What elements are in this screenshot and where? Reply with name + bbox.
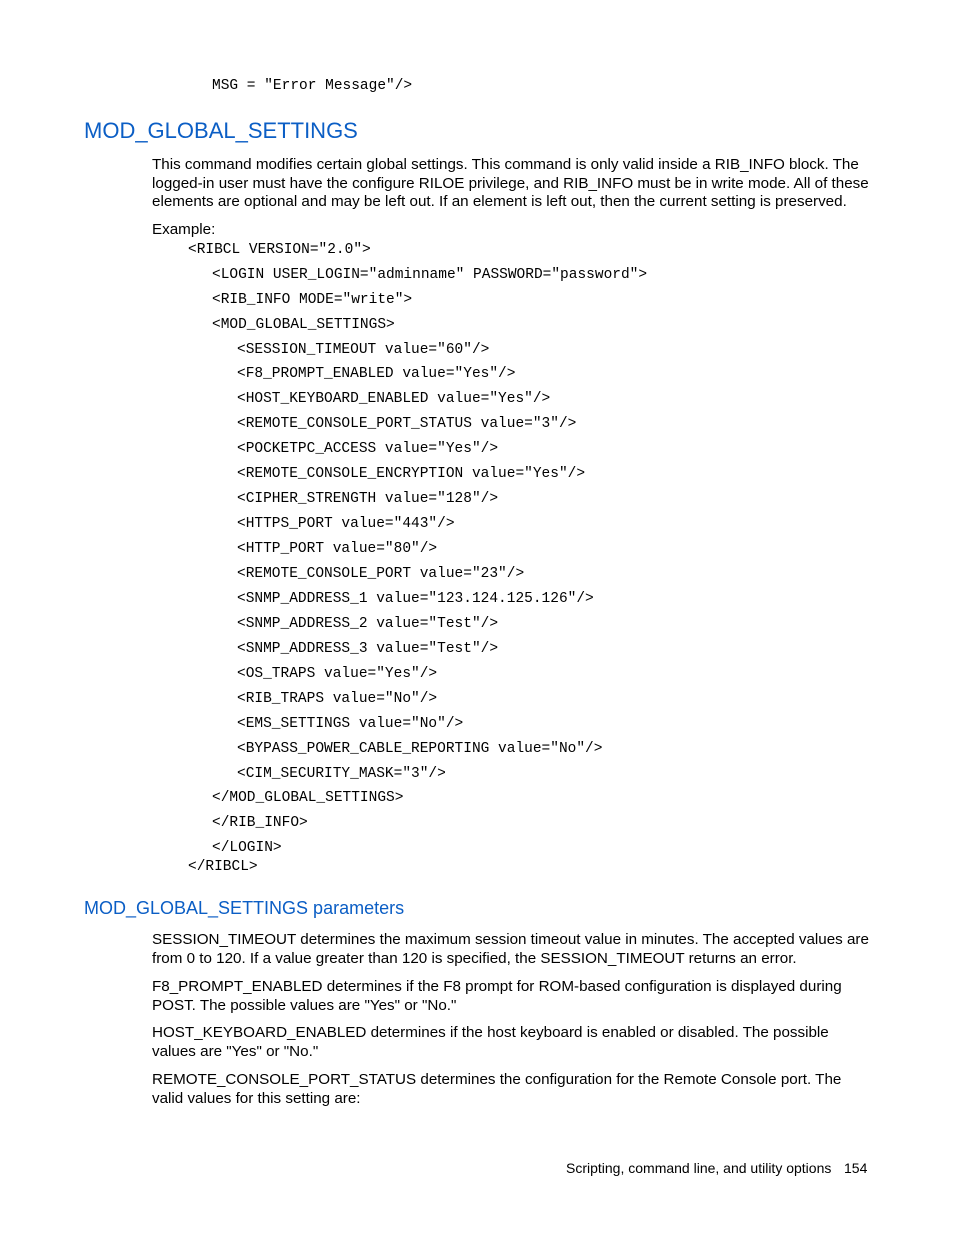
code-line: <OS_TRAPS value="Yes"/> — [237, 666, 438, 682]
code-line: <CIM_SECURITY_MASK="3"/> — [237, 766, 446, 782]
example-label: Example: — [152, 221, 216, 238]
code-line: <HTTP_PORT value="80"/> — [237, 541, 438, 557]
code-line: <CIPHER_STRENGTH value="128"/> — [237, 491, 499, 507]
param-remote-console-port-status: REMOTE_CONSOLE_PORT_STATUS determines the configuration for the Remote Console port. The valid values for this setting are: — [152, 1071, 842, 1107]
code-line: <SNMP_ADDRESS_1 value="123.124.125.126"/> — [237, 591, 594, 607]
code-line: <F8_PROMPT_ENABLED value="Yes"/> — [237, 366, 516, 382]
code-line: <SNMP_ADDRESS_3 value="Test"/> — [237, 641, 499, 657]
code-line: <REMOTE_CONSOLE_ENCRYPTION value="Yes"/> — [237, 466, 586, 482]
code-line: </RIBCL> — [188, 859, 258, 875]
code-line: </RIB_INFO> — [212, 815, 308, 831]
footer-title: Scripting, command line, and utility options — [566, 1160, 832, 1176]
code-line: <RIBCL VERSION="2.0"> — [188, 242, 371, 258]
code-line: <POCKETPC_ACCESS value="Yes"/> — [237, 441, 499, 457]
code-line: <HTTPS_PORT value="443"/> — [237, 516, 455, 532]
param-f8-prompt-enabled: F8_PROMPT_ENABLED determines if the F8 prompt for ROM-based configuration is displayed during POST. The possible values are "Yes" or "No." — [152, 978, 842, 1014]
code-line: <EMS_SETTINGS value="No"/> — [237, 716, 464, 732]
code-line: <RIB_TRAPS value="No"/> — [237, 691, 438, 707]
code-line: <MOD_GLOBAL_SETTINGS> — [212, 317, 395, 333]
code-line: <REMOTE_CONSOLE_PORT_STATUS value="3"/> — [237, 416, 577, 432]
code-line: <SESSION_TIMEOUT value="60"/> — [237, 342, 490, 358]
parameters-heading: MOD_GLOBAL_SETTINGS parameters — [84, 898, 405, 918]
code-line: <HOST_KEYBOARD_ENABLED value="Yes"/> — [237, 391, 551, 407]
code-line: <LOGIN USER_LOGIN="adminname" PASSWORD="password"> — [212, 267, 648, 283]
code-line: <RIB_INFO MODE="write"> — [212, 292, 413, 308]
param-host-keyboard-enabled: HOST_KEYBOARD_ENABLED determines if the host keyboard is enabled or disabled. The possible values are "Yes" or "No." — [152, 1024, 829, 1060]
section-heading: MOD_GLOBAL_SETTINGS — [84, 118, 358, 143]
code-line: </LOGIN> — [212, 840, 282, 856]
intro-paragraph: This command modifies certain global settings. This command is only valid inside a RIB_INFO block. The logged-in user must have the configure RILOE privilege, and RIB_INFO must be in write mode. All of these elements are optional and may be left out. If an element is left out, then the current setting is preserved. — [152, 156, 869, 210]
code-fragment-top: MSG = "Error Message"/> — [212, 78, 413, 94]
code-line: <REMOTE_CONSOLE_PORT value="23"/> — [237, 566, 525, 582]
code-line: <SNMP_ADDRESS_2 value="Test"/> — [237, 616, 499, 632]
code-line: </MOD_GLOBAL_SETTINGS> — [212, 790, 404, 806]
page-number: 154 — [844, 1160, 868, 1176]
param-session-timeout: SESSION_TIMEOUT determines the maximum session timeout value in minutes. The accepted values are from 0 to 120. If a value greater than 120 is specified, the SESSION_TIMEOUT returns an error. — [152, 931, 869, 967]
code-line: <BYPASS_POWER_CABLE_REPORTING value="No"/> — [237, 741, 603, 757]
